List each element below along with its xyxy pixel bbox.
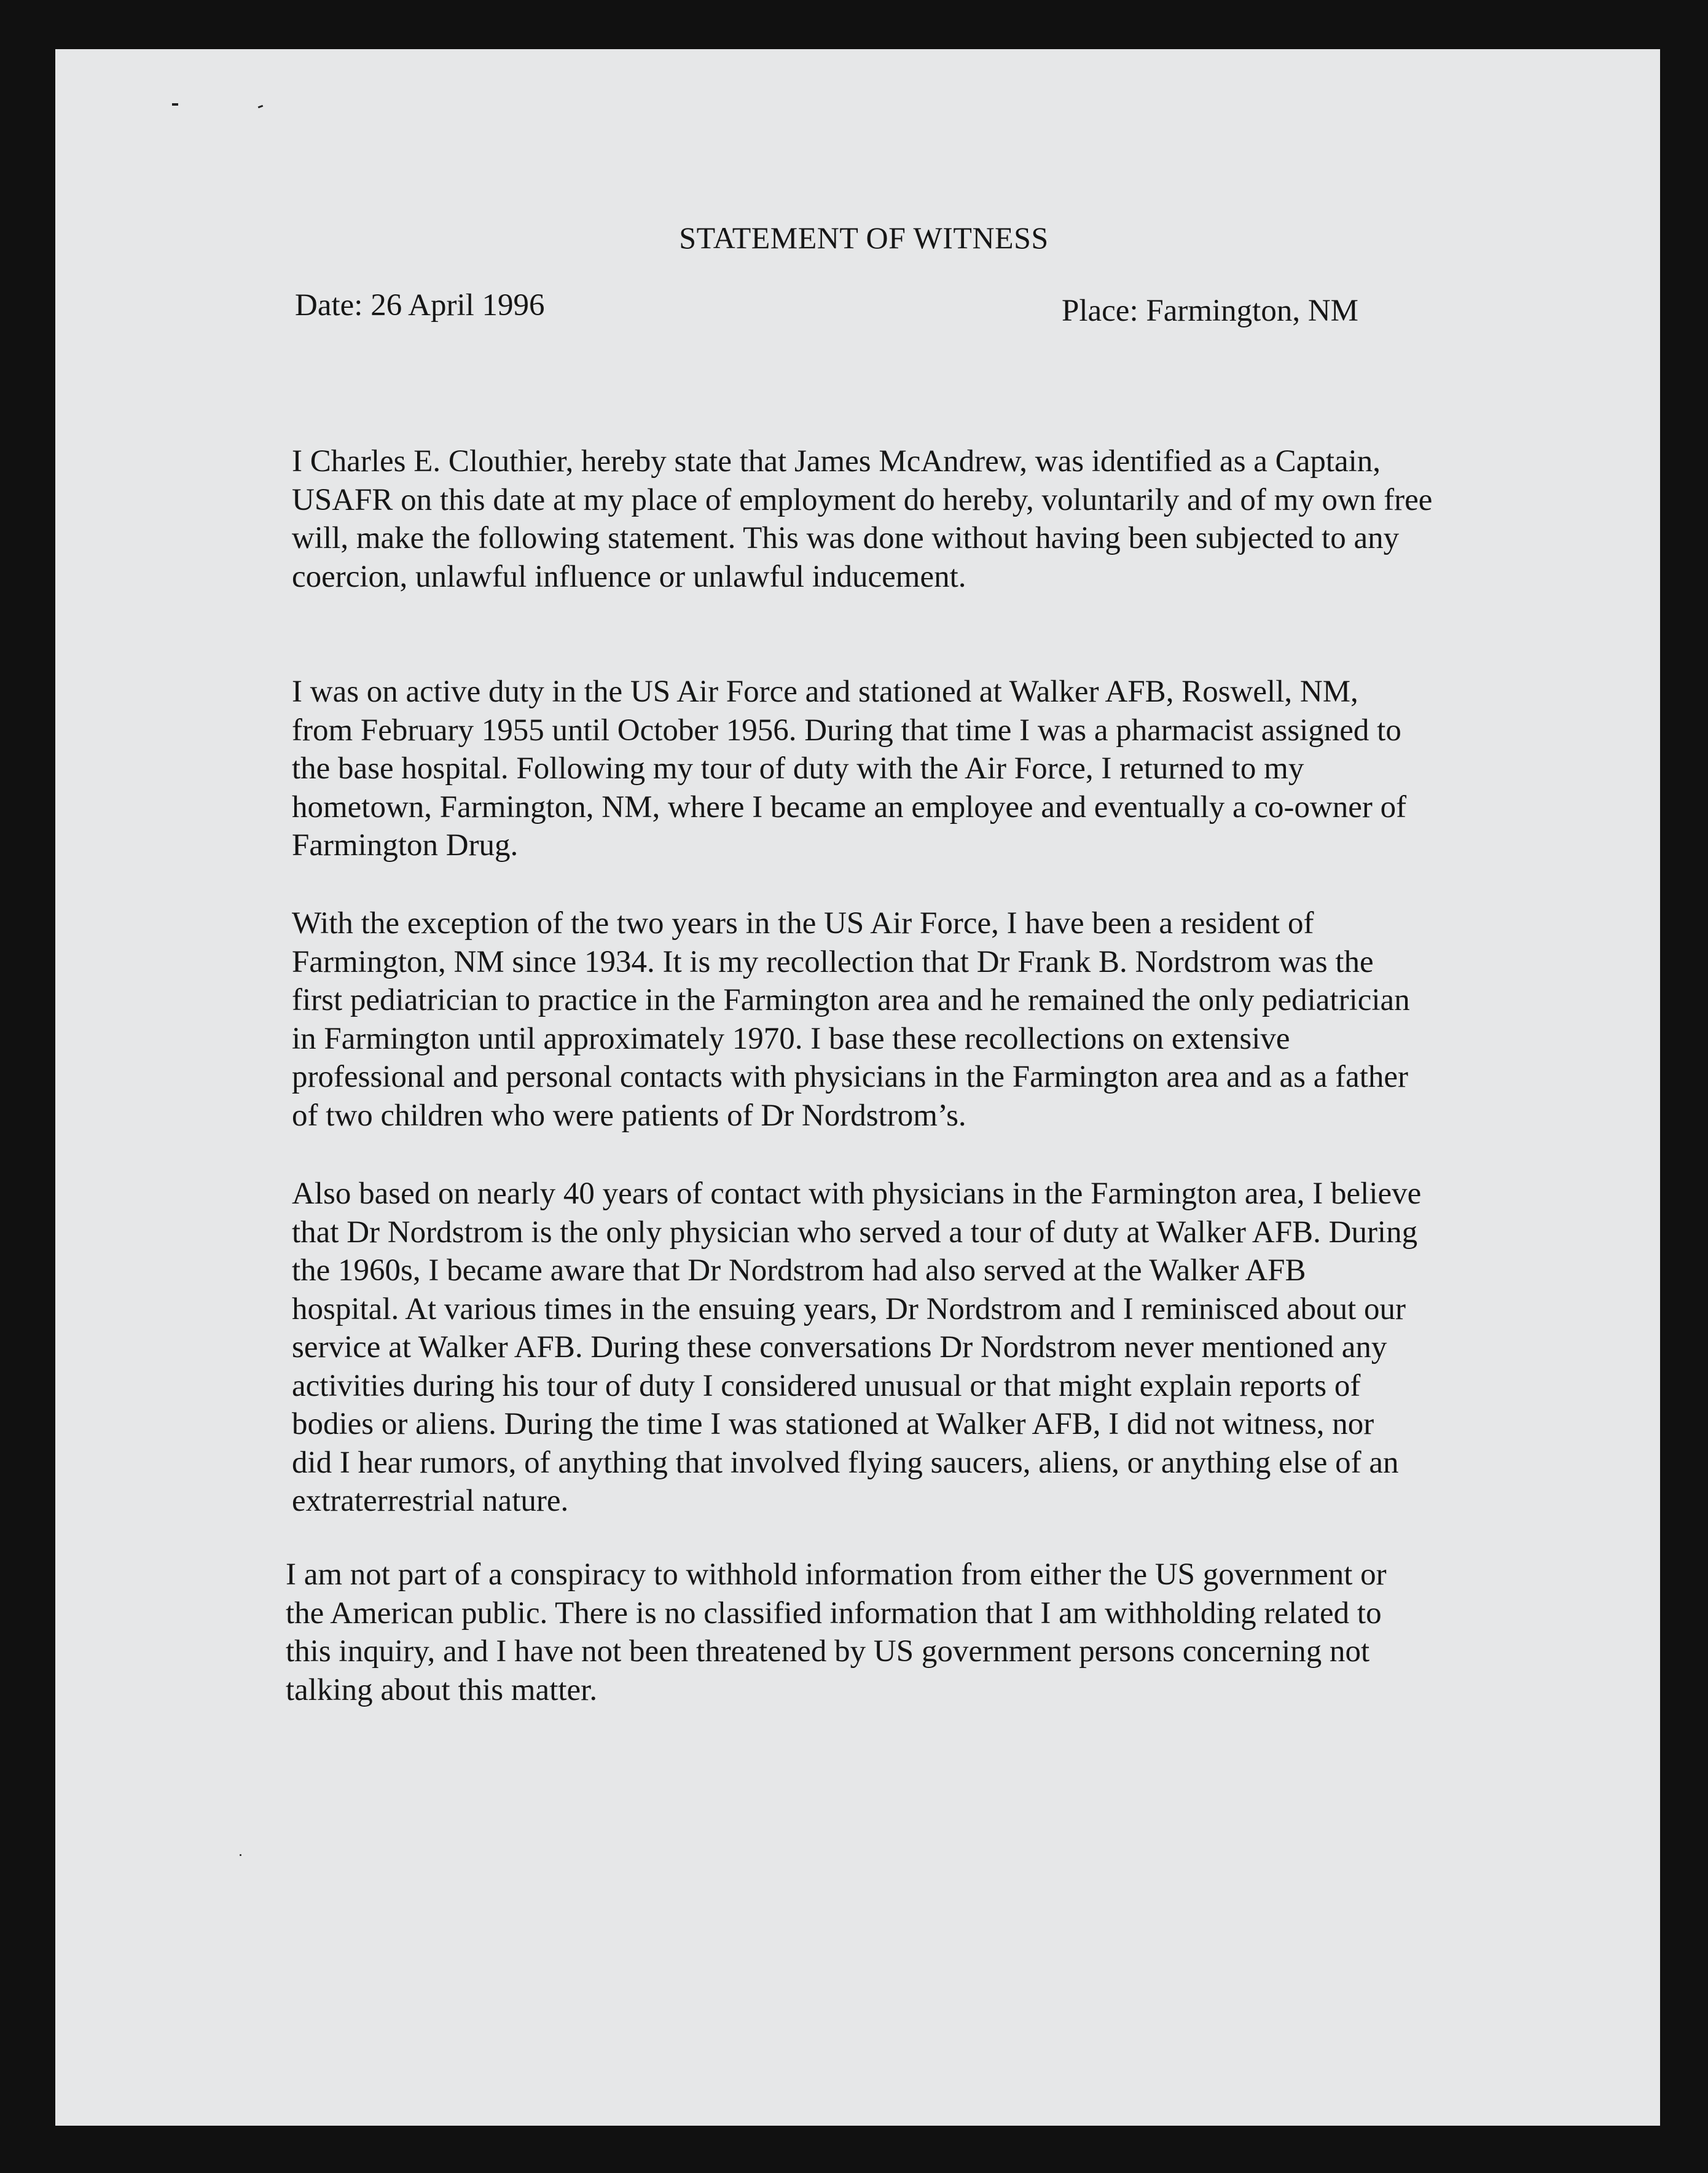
- paragraph-4: [292, 1175, 1533, 1521]
- scan-speck: [258, 105, 264, 109]
- document-title: STATEMENT OF WITNESS: [679, 221, 1049, 255]
- paragraph-line: service at Walker AFB. During these conversations Dr Nordstrom never mentioned any: [292, 1330, 1387, 1364]
- paragraph-2: [292, 673, 1533, 865]
- paragraph-line: I Charles E. Clouthier, hereby state that James McAndrew, was identified as a Captain,: [292, 444, 1381, 479]
- paragraph-line: in Farmington until approximately 1970. I base these recollections on extensive: [292, 1021, 1290, 1056]
- statement-place: Place: Farmington, NM: [1062, 294, 1359, 328]
- paragraph-line: hospital. At various times in the ensuing years, Dr Nordstrom and I reminisced about our: [292, 1291, 1406, 1326]
- paragraph-line: extraterrestrial nature.: [292, 1484, 569, 1518]
- paragraph-line: the 1960s, I became aware that Dr Nordstrom had also served at the Walker AFB: [292, 1253, 1306, 1288]
- paragraph-line: from February 1955 until October 1956. During that time I was a pharmacist assigned to: [292, 713, 1401, 748]
- paragraph-3: [292, 904, 1533, 1135]
- paragraph-line: coercion, unlawful influence or unlawful inducement.: [292, 559, 966, 594]
- paragraph-line: the American public. There is no classified information that I am withholding related to: [286, 1595, 1382, 1631]
- paragraph-line: With the exception of the two years in the US Air Force, I have been a resident of: [292, 906, 1314, 941]
- scan-speck: [240, 1854, 241, 1856]
- paragraph-line: will, make the following statement. This was done without having been subjected to any: [292, 521, 1400, 555]
- paragraph-line: hometown, Farmington, NM, where I became an employee and eventually a co-owner of: [292, 789, 1407, 824]
- paragraph-line: the base hospital. Following my tour of duty with the Air Force, I returned to my: [292, 751, 1304, 786]
- paragraph-line: activities during his tour of duty I considered unusual or that might explain reports of: [292, 1368, 1361, 1403]
- document-page: [55, 49, 1660, 2126]
- paragraph-line: of two children who were patients of Dr Nordstrom’s.: [292, 1098, 966, 1133]
- paragraph-line: Farmington, NM since 1934. It is my recollection that Dr Frank B. Nordstrom was the: [292, 944, 1374, 979]
- paragraph-line: USAFR on this date at my place of employment do hereby, voluntarily and of my own free: [292, 482, 1433, 517]
- paragraph-line: that Dr Nordstrom is the only physician who served a tour of duty at Walker AFB. During: [292, 1215, 1418, 1250]
- paragraph-line: talking about this matter.: [286, 1672, 598, 1707]
- statement-date: Date: 26 April 1996: [295, 288, 545, 323]
- paragraph-line: professional and personal contacts with physicians in the Farmington area and as a father: [292, 1060, 1409, 1094]
- paragraph-line: I am not part of a conspiracy to withhold information from either the US government or: [286, 1557, 1387, 1592]
- paragraph-line: Also based on nearly 40 years of contact with physicians in the Farmington area, I believe: [292, 1177, 1422, 1211]
- paragraph-5: [286, 1556, 1527, 1709]
- paragraph-line: Farmington Drug.: [292, 828, 519, 863]
- paragraph-line: I was on active duty in the US Air Force and stationed at Walker AFB, Roswell, NM,: [292, 675, 1358, 709]
- scan-speck: [172, 103, 178, 106]
- paragraph-line: bodies or aliens. During the time I was stationed at Walker AFB, I did not witness, nor: [292, 1407, 1374, 1441]
- paragraph-1: [292, 442, 1533, 596]
- paragraph-line: this inquiry, and I have not been threatened by US government persons concerning not: [286, 1634, 1370, 1669]
- paragraph-line: did I hear rumors, of anything that involved flying saucers, aliens, or anything else of an: [292, 1445, 1399, 1480]
- paragraph-line: first pediatrician to practice in the Farmington area and he remained the only pediatrician: [292, 983, 1410, 1017]
